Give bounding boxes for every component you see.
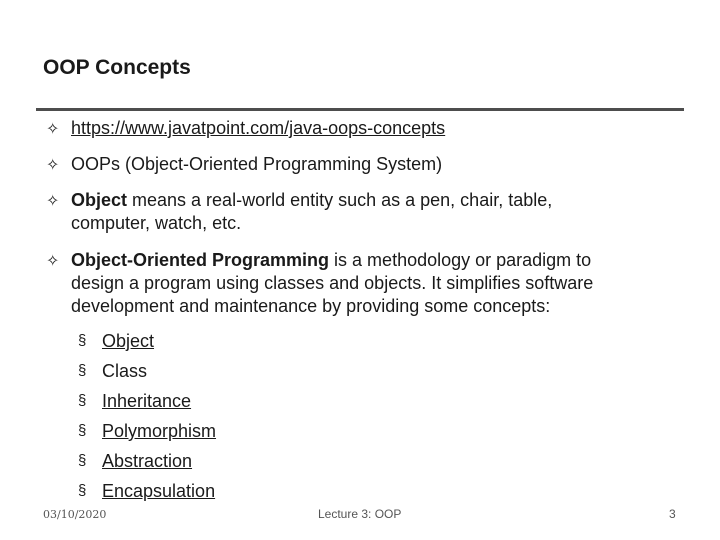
polymorphism-link[interactable]: Polymorphism: [102, 421, 217, 441]
javatpoint-link[interactable]: https://www.javatpoint.com/java-oops-concepts: [71, 118, 446, 138]
bullet-text: development and maintenance by providing some concepts:: [71, 296, 551, 316]
section-bullet-icon: §: [78, 452, 87, 469]
bullet-star-icon: ✧: [46, 119, 60, 138]
section-bullet-icon: §: [78, 422, 87, 439]
footer-lecture: Lecture 3: OOP: [318, 507, 402, 521]
bullet-text: is a methodology or paradigm to: [329, 250, 592, 270]
bullet-star-icon: ✧: [46, 191, 60, 210]
bullet-text: computer, watch, etc.: [71, 213, 242, 233]
slide-title: OOP Concepts: [43, 56, 191, 79]
class-label: Class: [102, 361, 148, 381]
section-bullet-icon: §: [78, 332, 87, 349]
bullet-star-icon: ✧: [46, 155, 60, 174]
title-divider: [36, 108, 684, 111]
bullet-text: means a real-world entity such as a pen, chair, table,: [127, 190, 553, 210]
encapsulation-link[interactable]: Encapsulation: [102, 481, 216, 501]
inheritance-link[interactable]: Inheritance: [102, 391, 192, 411]
page-number: 3: [669, 507, 676, 521]
bullet-bold-term: Object-Oriented Programming: [71, 250, 330, 270]
abstraction-link[interactable]: Abstraction: [102, 451, 193, 471]
section-bullet-icon: §: [78, 392, 87, 409]
object-link[interactable]: Object: [102, 331, 155, 351]
section-bullet-icon: §: [78, 482, 87, 499]
bullet-star-icon: ✧: [46, 251, 60, 270]
bullet-text: design a program using classes and objects. It simplifies software: [71, 273, 594, 293]
section-bullet-icon: §: [78, 362, 87, 379]
bullet-text: OOPs (Object-Oriented Programming System): [71, 154, 443, 174]
bullet-bold-term: Object: [71, 190, 128, 210]
footer-date: 03/10/2020: [43, 508, 107, 521]
